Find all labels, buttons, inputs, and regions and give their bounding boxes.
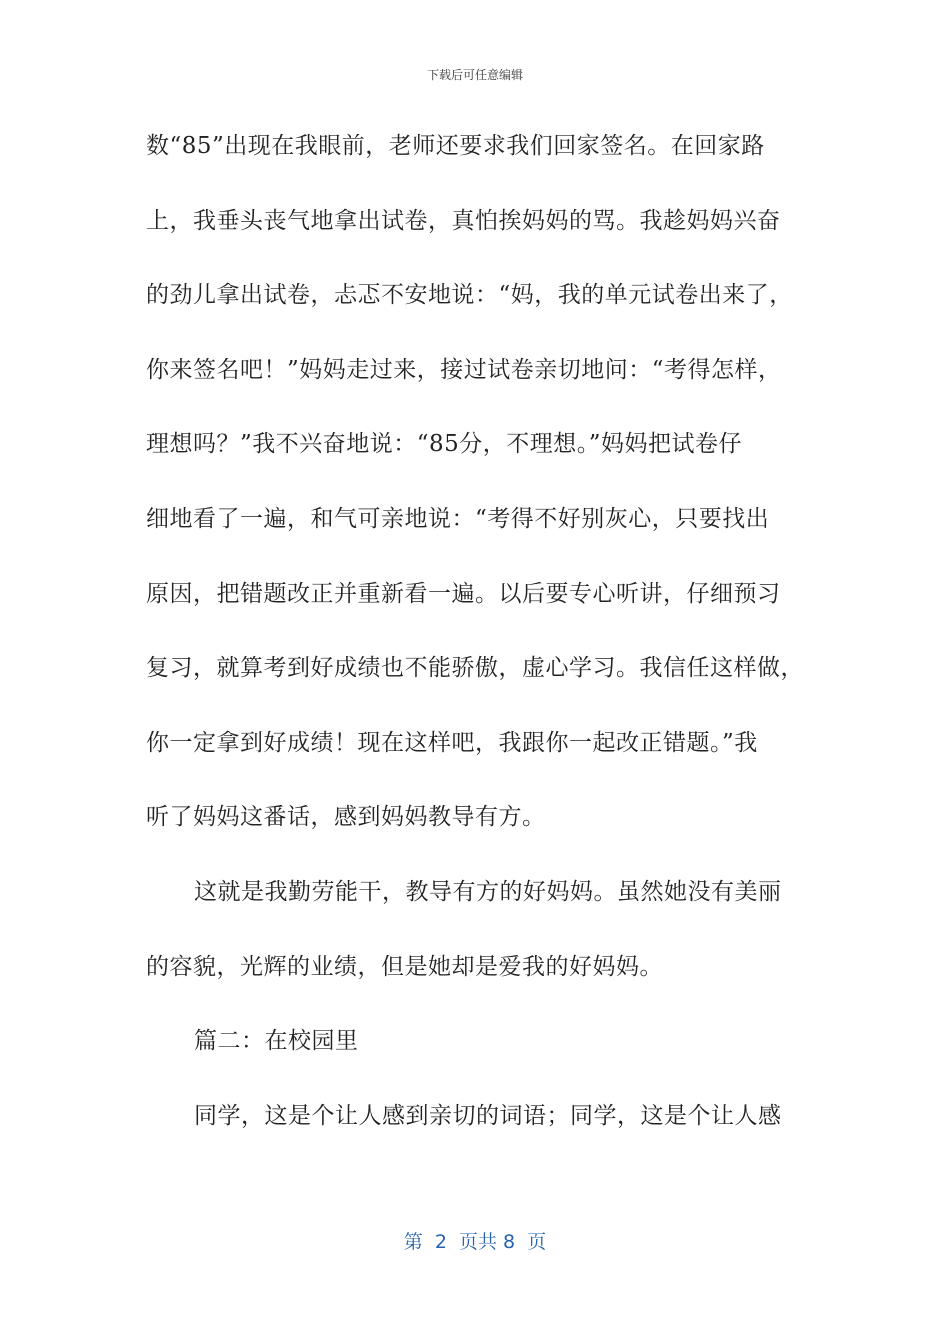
text-line: 数“85”出现在我眼前，老师还要求我们回家签名。在回家路 bbox=[146, 133, 765, 159]
page-number-footer: 第 2 页共 8 页 bbox=[403, 1231, 547, 1253]
text-line: 的劲儿拿出试卷，忐忑不安地说：“妈，我的单元试卷出来了， bbox=[146, 282, 793, 309]
text-line: 的容貌，光辉的业绩，但是她却是爱我的好妈妈。 bbox=[146, 953, 663, 980]
text-line: 原因，把错题改正并重新看一遍。以后要专心听讲，仔细预习 bbox=[146, 580, 781, 607]
text-line: 你一定拿到好成绩！现在这样吧，我跟你一起改正错题。”我 bbox=[146, 729, 758, 756]
section-heading: 篇二：在校园里 bbox=[194, 1028, 359, 1055]
text-line: 听了妈妈这番话，感到妈妈教导有方。 bbox=[146, 804, 546, 831]
paragraph-start-line: 这就是我勤劳能干，教导有方的好妈妈。虽然她没有美丽 bbox=[194, 878, 782, 905]
document-body bbox=[146, 128, 811, 1172]
text-line: 理想吗？”我不兴奋地说：“85分，不理想。”妈妈把试卷仔 bbox=[146, 431, 743, 458]
text-line: 上，我垂头丧气地拿出试卷，真怕挨妈妈的骂。我趁妈妈兴奋 bbox=[146, 207, 781, 234]
paragraph-start-line: 同学，这是个让人感到亲切的词语；同学，这是个让人感 bbox=[194, 1102, 782, 1129]
text-line: 细地看了一遍，和气可亲地说：“考得不好别灰心，只要找出 bbox=[146, 505, 770, 532]
page-header: 下载后可任意编辑 bbox=[426, 68, 523, 82]
text-line: 复习，就算考到好成绩也不能骄傲，虚心学习。我信任这样做， bbox=[146, 655, 804, 682]
text-line: 你来签名吧！”妈妈走过来，接过试卷亲切地问：“考得怎样， bbox=[146, 356, 782, 383]
